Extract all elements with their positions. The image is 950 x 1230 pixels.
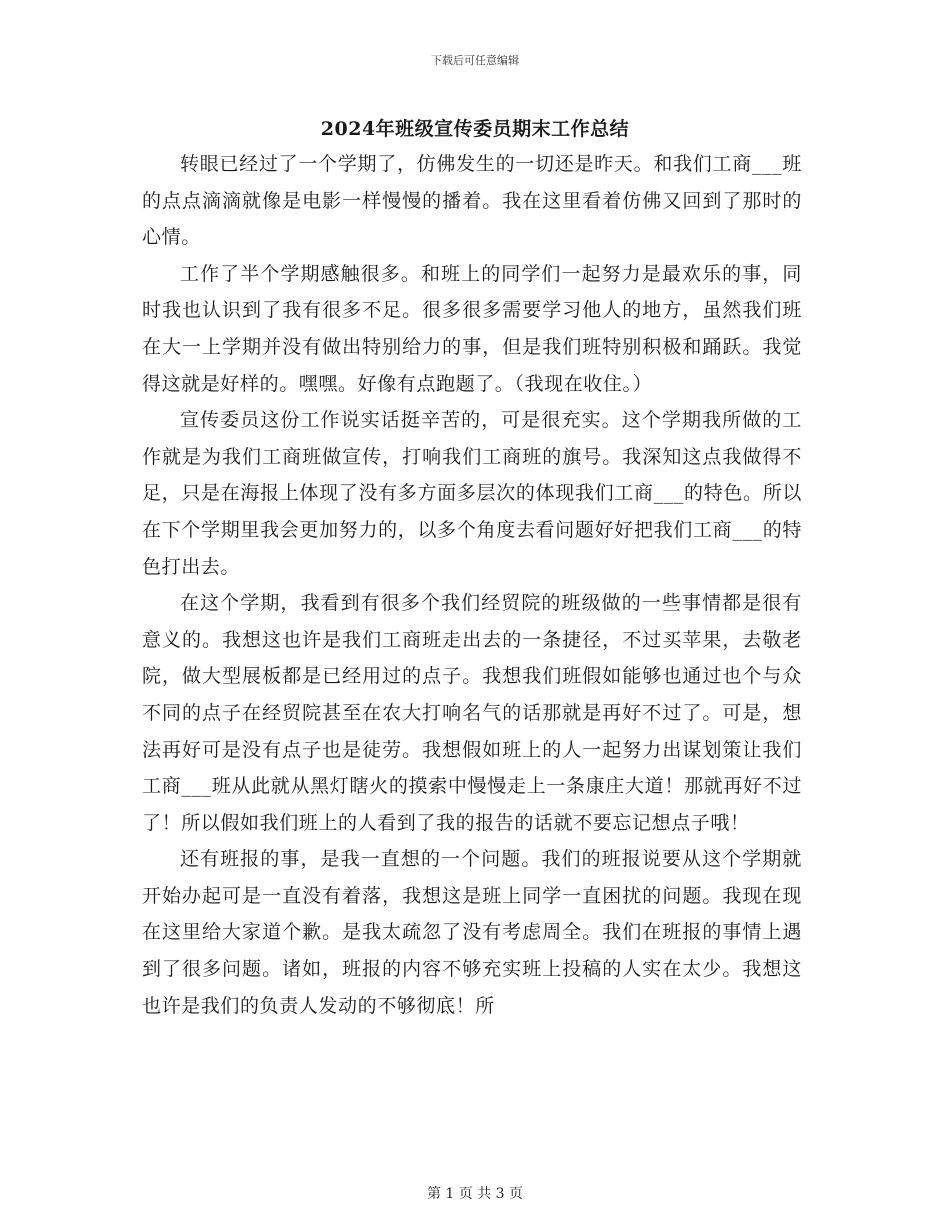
paragraph-3: 宣传委员这份工作说实话挺辛苦的，可是很充实。这个学期我所做的工作就是为我们工商班做宣传，打响我们工商班的旗号。我深知这点我做得不足，只是在海报上体现了没有多方面多层次的体现我们工商___的特色。所以在下个学期里我会更加努力的，以多个角度去看问题好好把我们工商___的特色打出去。 bbox=[142, 409, 802, 578]
paragraph-5: 还有班报的事，是我一直想的一个问题。我们的班报说要从这个学期就开始办起可是一直没有着落，我想这是班上同学一直困扰的问题。我现在现在这里给大家道个歉。是我太疏忽了没有考虑周全。我们在班报的事情上遇到了很多问题。诸如，班报的内容不够充实班上投稿的人实在太少。我想这也许是我们的负责人发动的不够彻底！所 bbox=[142, 848, 802, 1017]
paragraph-4: 在这个学期，我看到有很多个我们经贸院的班级做的一些事情都是很有意义的。我想这也许是我们工商班走出去的一条捷径，不过买苹果，去敬老院，做大型展板都是已经用过的点子。我想我们班假如能够也通过也个与众不同的点子在经贸院甚至在农大打响名气的话那就是再好不过了。可是，想法再好可是没有点子也是徒劳。我想假如班上的人一起努力出谋划策让我们工商___班从此就从黑灯瞎火的摸索中慢慢走上一条康庄大道！那就再好不过了！所以假如我们班上的人看到了我的报告的话就不要忘记想点子哦！ bbox=[142, 592, 802, 834]
page-header-note: 下载后可任意编辑 bbox=[431, 54, 519, 67]
document-title: 2024年班级宣传委员期末工作总结 bbox=[320, 118, 630, 140]
page-number-footer: 第 1 页 共 3 页 bbox=[426, 1186, 524, 1202]
document-body bbox=[142, 146, 802, 1024]
paragraph-1: 转眼已经过了一个学期了，仿佛发生的一切还是昨天。和我们工商___班的点点滴滴就像是电影一样慢慢的播着。我在这里看着仿佛又回到了那时的心情。 bbox=[142, 153, 802, 249]
paragraph-2: 工作了半个学期感触很多。和班上的同学们一起努力是最欢乐的事，同时我也认识到了我有很多不足。很多很多需要学习他人的地方，虽然我们班在大一上学期并没有做出特别给力的事，但是我们班特别积极和踊跃。我觉得这就是好样的。嘿嘿。好像有点跑题了。（我现在收住。） bbox=[142, 262, 802, 395]
